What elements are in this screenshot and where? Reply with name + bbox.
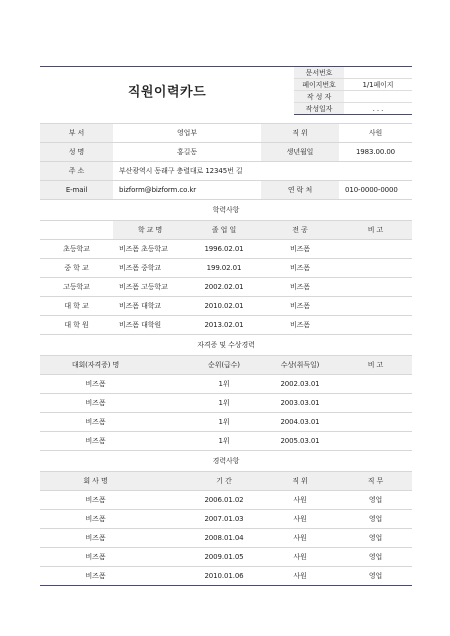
education-col-school: 학 교 명 [113,221,187,240]
table-row [40,491,412,510]
position-label: 직 위 [261,124,339,143]
education-school: 비즈폼 대학원 [113,316,187,335]
award-name: 비즈폼 [40,375,187,394]
email-label: E-mail [40,181,113,200]
table-row [40,240,412,259]
education-level: 고등학교 [40,278,113,297]
author-value [344,91,412,103]
main-grid [40,123,412,586]
info-row-address [40,162,412,181]
awards-header-row [40,356,412,375]
education-date: 2002.02.01 [187,278,261,297]
career-col-position: 직 위 [261,472,339,491]
career-period: 2008.01.04 [187,529,261,548]
address-value: 부산광역시 동래구 충렬대로 12345번 길 [113,162,412,181]
career-position: 사원 [261,567,339,586]
career-position: 사원 [261,510,339,529]
document-header [40,66,412,115]
page-number-label: 페이지번호 [294,79,344,91]
phone-value: 010-0000-0000 [339,181,412,200]
page-number-value: 1/1페이지 [344,79,412,91]
date-label: 작성일자 [294,103,344,115]
table-row [40,316,412,335]
awards-col-name: 대회(자격증) 명 [40,356,187,375]
education-date: 1996.02.01 [187,240,261,259]
award-date: 2002.03.01 [261,375,339,394]
position-value: 사원 [339,124,412,143]
table-row [40,567,412,586]
table-row [40,432,412,451]
doc-number-label: 문서번호 [294,67,344,79]
table-row [40,297,412,316]
award-note [339,394,412,413]
career-duty: 영업 [339,529,412,548]
education-note [339,297,412,316]
table-row [40,375,412,394]
career-company: 비즈폼 [40,510,187,529]
address-label: 주 소 [40,162,113,181]
career-period: 2007.01.03 [187,510,261,529]
education-note [339,259,412,278]
education-header-row [40,221,412,240]
education-col-note: 비 고 [339,221,412,240]
awards-section-title: 자격증 및 수상경력 [40,335,412,356]
career-col-company: 회 사 명 [40,472,187,491]
education-section-title: 학력사항 [40,200,412,221]
education-school: 비즈폼 중학교 [113,259,187,278]
education-note [339,316,412,335]
table-row [40,259,412,278]
award-name: 비즈폼 [40,394,187,413]
info-row-contact [40,181,412,200]
awards-col-rank: 순위(급수) [187,356,261,375]
award-name: 비즈폼 [40,432,187,451]
email-value: bizform@bizform.co.kr [113,181,261,200]
employee-card [40,66,412,586]
career-position: 사원 [261,491,339,510]
award-rank: 1위 [187,413,261,432]
birth-label: 생년월일 [261,143,339,162]
education-major: 비즈폼 [261,278,339,297]
author-label: 작 성 자 [294,91,344,103]
awards-col-note: 비 고 [339,356,412,375]
career-company: 비즈폼 [40,491,187,510]
education-level: 대 학 교 [40,297,113,316]
education-date: 199.02.01 [187,259,261,278]
career-section-title: 경력사항 [40,451,412,472]
birth-value: 1983.00.00 [339,143,412,162]
table-row [40,529,412,548]
awards-col-date: 수상(취득일) [261,356,339,375]
education-level: 대 학 원 [40,316,113,335]
award-rank: 1위 [187,394,261,413]
education-major: 비즈폼 [261,240,339,259]
page-title: 직원이력카드 [127,85,207,101]
award-date: 2004.03.01 [261,413,339,432]
name-label: 성 명 [40,143,113,162]
career-duty: 영업 [339,548,412,567]
career-section-row [40,451,412,472]
award-date: 2005.03.01 [261,432,339,451]
dept-label: 부 서 [40,124,113,143]
award-rank: 1위 [187,375,261,394]
career-position: 사원 [261,529,339,548]
education-school: 비즈폼 초등학교 [113,240,187,259]
career-position: 사원 [261,548,339,567]
dept-value: 영업부 [113,124,261,143]
award-note [339,413,412,432]
doc-number-value [344,67,412,79]
award-name: 비즈폼 [40,413,187,432]
awards-section-row [40,335,412,356]
award-note [339,375,412,394]
career-col-period: 기 간 [187,472,261,491]
career-company: 비즈폼 [40,548,187,567]
career-header-row [40,472,412,491]
career-duty: 영업 [339,491,412,510]
table-row [40,548,412,567]
education-major: 비즈폼 [261,297,339,316]
career-company: 비즈폼 [40,567,187,586]
education-note [339,278,412,297]
education-level: 중 학 교 [40,259,113,278]
education-col-major: 전 공 [261,221,339,240]
career-duty: 영업 [339,567,412,586]
name-value: 홍길동 [113,143,261,162]
education-level: 초등학교 [40,240,113,259]
info-row-dept [40,124,412,143]
career-duty: 영업 [339,510,412,529]
education-date: 2010.02.01 [187,297,261,316]
career-period: 2006.01.02 [187,491,261,510]
award-date: 2003.03.01 [261,394,339,413]
career-period: 2009.01.05 [187,548,261,567]
education-date: 2013.02.01 [187,316,261,335]
phone-label: 연 락 처 [261,181,339,200]
education-school: 비즈폼 대학교 [113,297,187,316]
career-col-duty: 직 무 [339,472,412,491]
education-note [339,240,412,259]
table-row [40,278,412,297]
date-value: . . . [344,103,412,115]
info-row-name [40,143,412,162]
education-major: 비즈폼 [261,259,339,278]
career-period: 2010.01.06 [187,567,261,586]
award-note [339,432,412,451]
award-rank: 1위 [187,432,261,451]
table-row [40,413,412,432]
table-row [40,394,412,413]
education-header-blank [40,221,113,240]
education-major: 비즈폼 [261,316,339,335]
education-school: 비즈폼 고등학교 [113,278,187,297]
education-section-row [40,200,412,221]
career-company: 비즈폼 [40,529,187,548]
education-col-date: 졸 업 일 [187,221,261,240]
table-row [40,510,412,529]
